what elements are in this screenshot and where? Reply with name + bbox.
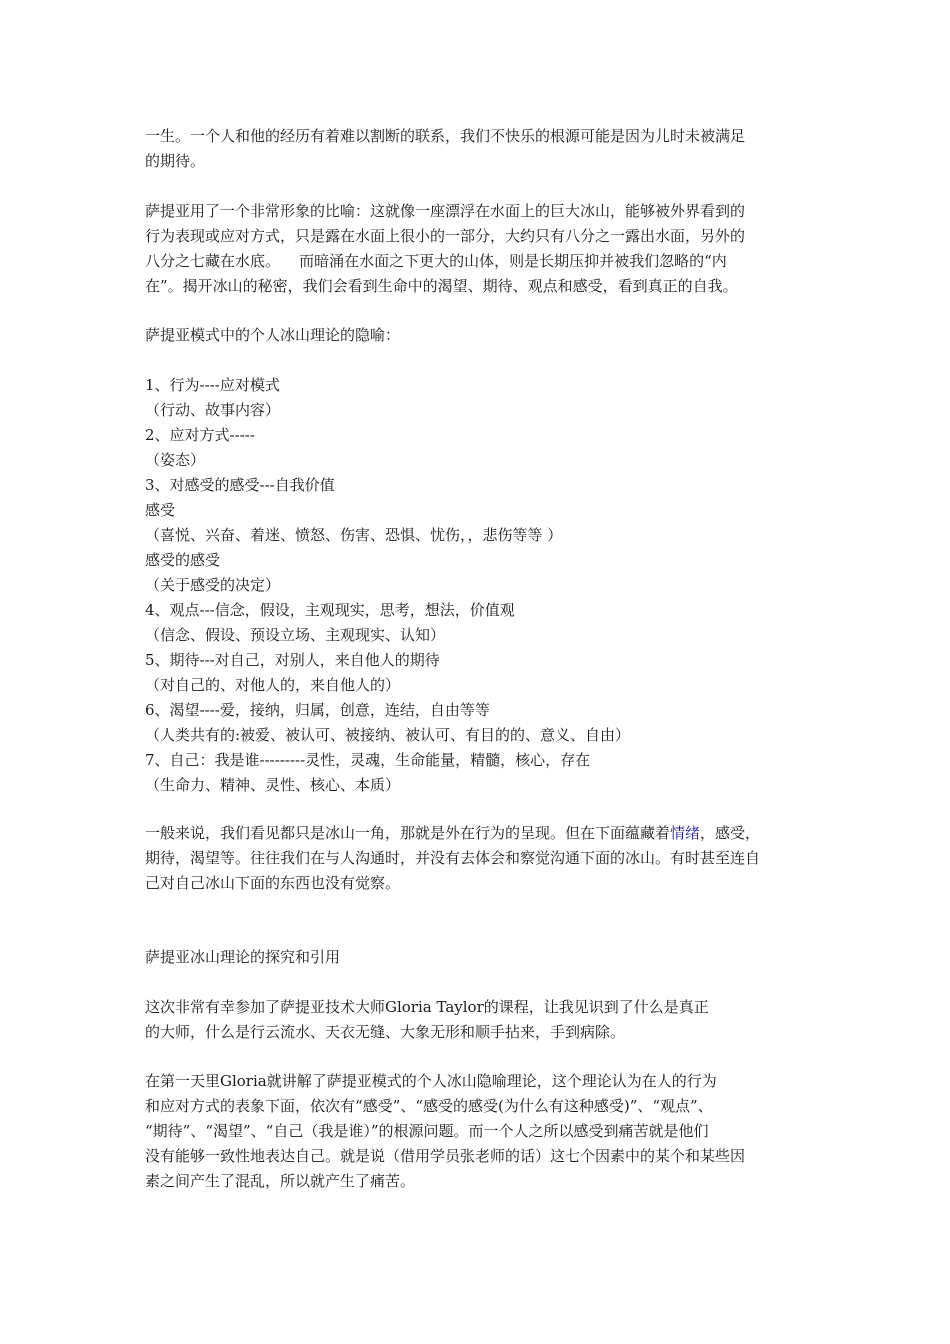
list-item: （喜悦、兴奋、着迷、愤怒、伤害、恐惧、忧伤，，悲伤等等 ） [145, 526, 563, 544]
list-item: 4、观点---信念，假设，主观现实，思考，想法，价值观 [145, 601, 515, 619]
paragraph-model-intro [145, 323, 811, 348]
list-item: 3、对感受的感受---自我价值 [145, 476, 335, 494]
text-line: 八分之七藏在水底。 而暗涌在水面之下更大的山体，则是长期压抑并被我们忽略的“内 [145, 252, 727, 270]
text-segment: 一般来说，我们看见都只是冰山一角，那就是外在行为的呈现。但在下面蕴藏着 [145, 824, 671, 842]
text-line: 期待，渴望等。往往我们在与人沟通时，并没有去体会和察觉沟通下面的冰山。有时甚至连自 [145, 849, 761, 867]
text-line: 素之间产生了混乱，所以就产生了痛苦。 [145, 1172, 416, 1190]
paragraph-first-day [145, 1069, 811, 1194]
text-line: 的期待。 [145, 152, 206, 170]
paragraph-iceberg-metaphor [145, 199, 811, 299]
list-item: （关于感受的决定） [145, 576, 281, 594]
text-line: 这次非常有幸参加了萨提亚技术大师Gloria Taylor的课程，让我见识到了什么是真正 [145, 998, 709, 1016]
list-item: 6、渴望----爱，接纳，归属，创意，连结，自由等等 [145, 701, 490, 719]
list-item: （行动、故事内容） [145, 401, 281, 419]
text-line: 一生。一个人和他的经历有着难以割断的联系，我们不快乐的根源可能是因为儿时未被满足 [145, 127, 746, 145]
iceberg-levels-list [145, 373, 811, 798]
text-line: 萨提亚用了一个非常形象的比喻：这就像一座漂浮在水面上的巨大冰山，能够被外界看到的 [145, 202, 746, 220]
section-heading [145, 945, 811, 970]
paragraph-intro [145, 124, 811, 174]
list-item: 感受 [145, 501, 176, 519]
list-item: （对自己的、对他人的，来自他人的） [145, 676, 401, 694]
list-item: （信念、假设、预设立场、主观现实、认知） [145, 626, 446, 644]
emotion-link[interactable]: 情绪 [670, 824, 701, 842]
list-item: 1、行为----应对模式 [145, 376, 280, 394]
list-item: （姿态） [145, 451, 206, 469]
list-item: （人类共有的:被爱、被认可、被接纳、被认可、有目的的、意义、自由） [145, 726, 631, 744]
list-item: 5、期待---对自己，对别人，来自他人的期待 [145, 651, 440, 669]
text-line: “期待”、“渴望”、“自己（我是谁）”的根源问题。而一个人之所以感受到痛苦就是他们 [145, 1122, 709, 1140]
text-line: 没有能够一致性地表达自己。就是说（借用学员张老师的话）这七个因素中的某个和某些因 [145, 1147, 746, 1165]
text-line: 在”。揭开冰山的秘密，我们会看到生命中的渴望、期待、观点和感受，看到真正的自我。 [145, 277, 738, 295]
list-item: 7、自己：我是谁---------灵性，灵魂，生命能量，精髓，核心，存在 [145, 751, 591, 769]
text-line: 的大师，什么是行云流水、天衣无缝、大象无形和顺手拈来，手到病除。 [145, 1023, 626, 1041]
list-item: 2、应对方式----- [145, 426, 255, 444]
paragraph-tip-of-iceberg [145, 821, 811, 896]
text-line [145, 821, 811, 846]
heading-text: 萨提亚冰山理论的探究和引用 [145, 948, 341, 966]
text-segment: ，感受， [700, 824, 761, 842]
text-line: 行为表现或应对方式，只是露在水面上很小的一部分，大约只有八分之一露出水面，另外的 [145, 227, 746, 245]
list-item: （生命力、精神、灵性、核心、本质） [145, 776, 401, 794]
list-item: 感受的感受 [145, 551, 221, 569]
text-line: 在第一天里Gloria就讲解了萨提亚模式的个人冰山隐喻理论，这个理论认为在人的行为 [145, 1072, 717, 1090]
text-line: 萨提亚模式中的个人冰山理论的隐喻： [145, 326, 401, 344]
text-line: 己对自己冰山下面的东西也没有觉察。 [145, 874, 401, 892]
paragraph-gloria-course [145, 995, 811, 1045]
text-line: 和应对方式的表象下面，依次有“感受”、“感受的感受(为什么有这种感受)”、“观点”、 [145, 1097, 713, 1115]
